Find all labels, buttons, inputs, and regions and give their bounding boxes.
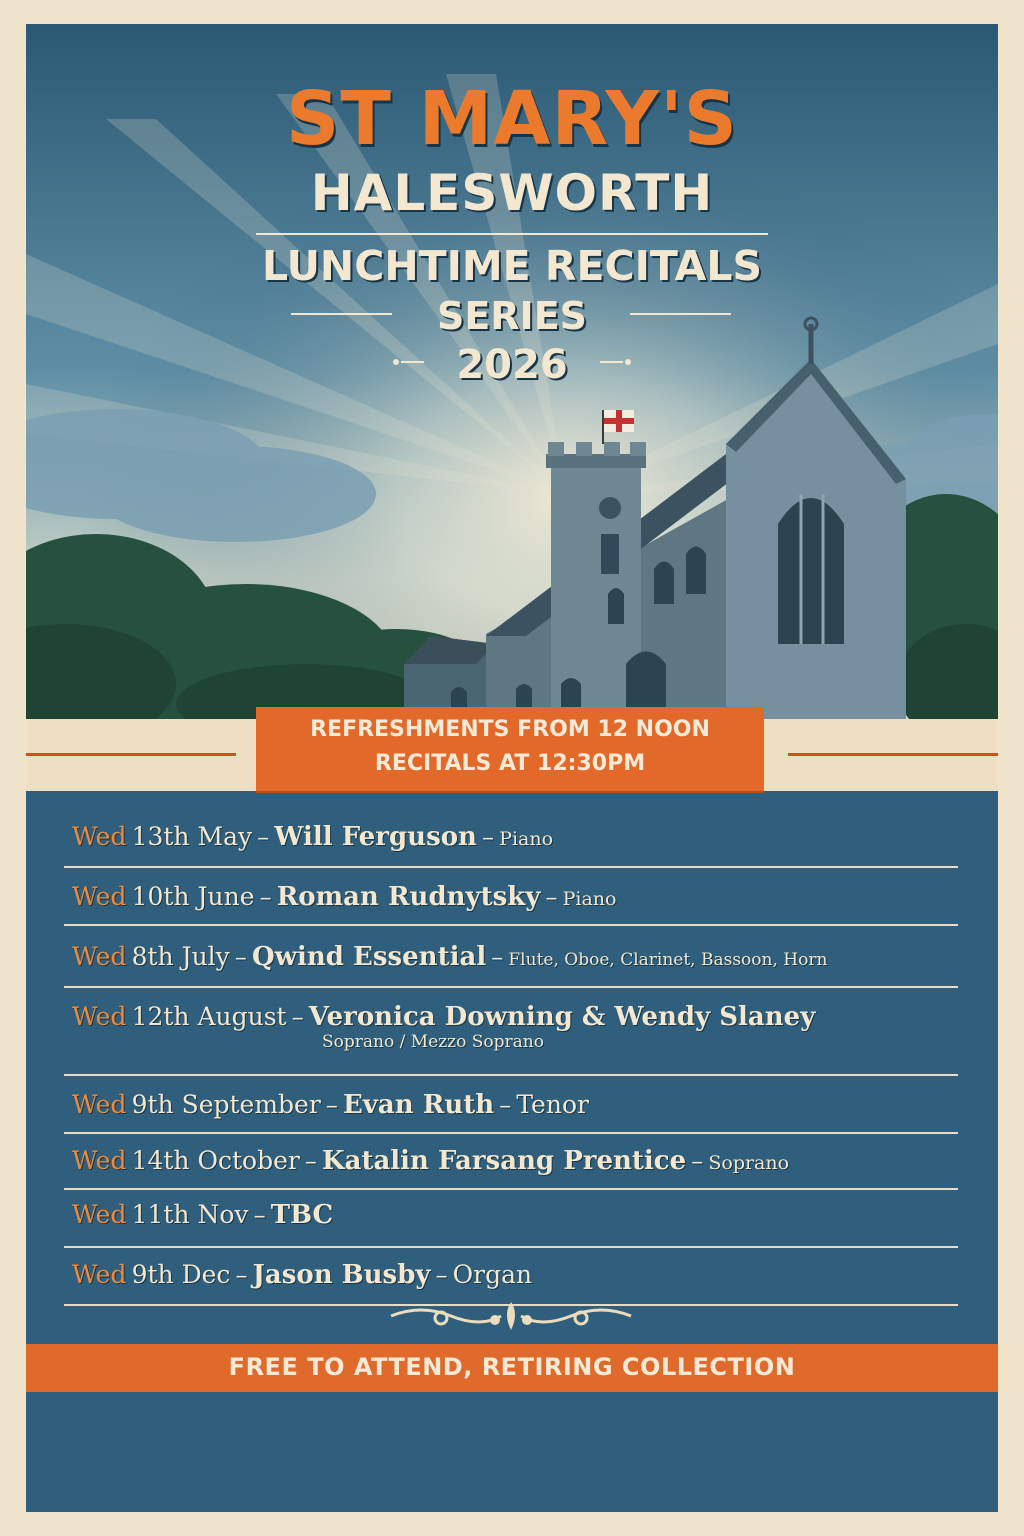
row-instrument: Soprano bbox=[708, 1152, 790, 1174]
row-subtitle: Soprano / Mezzo Soprano bbox=[322, 1032, 544, 1052]
row-performer: TBC bbox=[270, 1200, 334, 1230]
row-performer: Evan Ruth bbox=[342, 1090, 495, 1120]
band-rule-right bbox=[788, 753, 998, 756]
schedule-row: Wed 8th July – Qwind Essential – Flute, Oboe, Clarinet, Bassoon, Horn bbox=[64, 926, 958, 988]
row-date: 13th May bbox=[131, 822, 253, 851]
row-instrument: Organ bbox=[452, 1260, 533, 1289]
title-series: SERIES bbox=[436, 294, 588, 338]
schedule-row: Wed 9th September – Evan Ruth – Tenor bbox=[64, 1076, 958, 1134]
row-performer: Will Ferguson bbox=[274, 822, 477, 852]
row-performer: Qwind Essential bbox=[252, 942, 487, 972]
band-rule-left bbox=[26, 753, 236, 756]
row-date: 12th August bbox=[131, 1002, 287, 1031]
schedule-row: Wed 13th May – Will Ferguson – Piano bbox=[64, 810, 958, 868]
title-year: 2026 bbox=[456, 342, 568, 388]
schedule-row: Wed 9th Dec – Jason Busby – Organ bbox=[64, 1248, 958, 1306]
row-performer: Roman Rudnytsky bbox=[276, 882, 541, 912]
row-date: 9th September bbox=[131, 1090, 321, 1119]
row-day: Wed bbox=[72, 1090, 127, 1119]
row-day: Wed bbox=[72, 942, 127, 971]
row-instrument: Piano bbox=[499, 828, 554, 850]
row-day: Wed bbox=[72, 1002, 127, 1031]
recitals-time: RECITALS AT 12:30PM bbox=[374, 751, 646, 776]
title-church-name: ST MARY'S bbox=[286, 76, 738, 162]
row-date: 10th June bbox=[131, 882, 255, 911]
row-date: 14th October bbox=[131, 1146, 300, 1175]
schedule-row: Wed 10th June – Roman Rudnytsky – Piano bbox=[64, 868, 958, 926]
row-performer: Jason Busby bbox=[252, 1260, 431, 1290]
row-instrument: Piano bbox=[562, 888, 617, 910]
row-day: Wed bbox=[72, 822, 127, 851]
poster-panel bbox=[26, 24, 998, 1512]
row-performer: Katalin Farsang Prentice bbox=[322, 1146, 687, 1176]
row-date: 11th Nov bbox=[131, 1200, 249, 1229]
row-day: Wed bbox=[72, 1260, 127, 1289]
row-date: 9th Dec bbox=[131, 1260, 231, 1289]
row-day: Wed bbox=[72, 1146, 127, 1175]
footer-text: FREE TO ATTEND, RETIRING COLLECTION bbox=[228, 1353, 796, 1381]
times-box bbox=[256, 707, 764, 791]
row-date: 8th July bbox=[131, 942, 230, 971]
row-instrument: Tenor bbox=[516, 1090, 589, 1119]
row-instrument: Flute, Oboe, Clarinet, Bassoon, Horn bbox=[508, 950, 828, 970]
row-day: Wed bbox=[72, 882, 127, 911]
row-day: Wed bbox=[72, 1200, 127, 1229]
schedule-row: Wed 14th October – Katalin Farsang Prentice – Soprano bbox=[64, 1134, 958, 1190]
row-performer: Veronica Downing & Wendy Slaney bbox=[308, 1002, 816, 1032]
flourish-ornament bbox=[381, 1296, 641, 1336]
footer-banner bbox=[26, 1344, 998, 1392]
schedule-row: Wed 12th August – Veronica Downing & Wendy Slaney Soprano / Mezzo Soprano bbox=[64, 988, 958, 1076]
refreshments-time: REFRESHMENTS FROM 12 NOON bbox=[310, 717, 710, 742]
recital-schedule bbox=[64, 810, 958, 1306]
schedule-row: Wed 11th Nov – TBC bbox=[64, 1190, 958, 1248]
title-town: HALESWORTH bbox=[310, 164, 714, 222]
title-recitals: LUNCHTIME RECITALS bbox=[261, 242, 763, 290]
